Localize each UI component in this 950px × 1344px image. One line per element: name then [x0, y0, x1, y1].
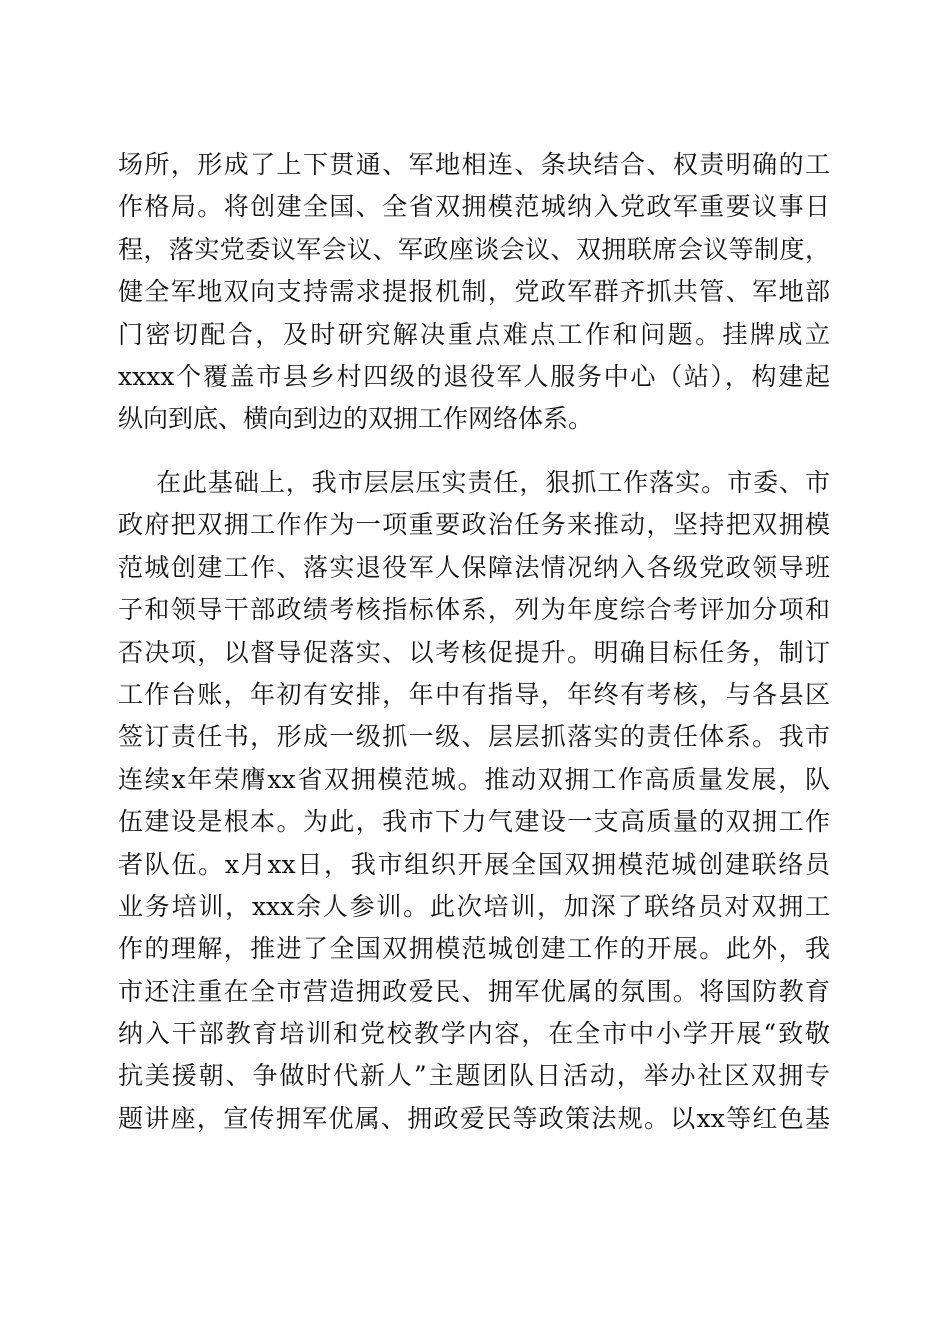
paragraph-1	[118, 144, 830, 441]
paragraph-line: 签订责任书，形成一级抓一级、层层抓落实的责任体系。我市	[118, 722, 830, 752]
paragraph-2	[118, 462, 830, 1140]
paragraph-line: 作格局。将创建全国、全省双拥模范城纳入党政军重要议事日	[118, 192, 830, 222]
paragraph-line: 者队伍。x月xx日，我市组织开展全国双拥模范城创建联络员	[118, 849, 830, 879]
paragraph-line: 门密切配合，及时研究解决重点难点工作和问题。挂牌成立	[118, 319, 830, 349]
paragraph-line: xxxx个覆盖市县乡村四级的退役军人服务中心（站），构建起	[118, 361, 830, 391]
paragraph-line: 业务培训，xxx余人参训。此次培训，加深了联络员对双拥工	[118, 891, 830, 921]
paragraph-line: 伍建设是根本。为此，我市下力气建设一支高质量的双拥工作	[118, 807, 830, 837]
paragraph-line: 否决项，以督导促落实、以考核促提升。明确目标任务，制订	[118, 637, 830, 667]
paragraph-line: 程，落实党委议军会议、军政座谈会议、双拥联席会议等制度，	[118, 234, 830, 264]
paragraph-line: 纵向到底、横向到边的双拥工作网络体系。	[118, 404, 594, 434]
paragraph-line: 在此基础上，我市层层压实责任，狠抓工作落实。市委、市	[156, 468, 830, 497]
paragraph-line: 子和领导干部政绩考核指标体系，列为年度综合考评加分项和	[118, 595, 830, 625]
paragraph-line: 工作台账，年初有安排，年中有指导，年终有考核，与各县区	[118, 679, 830, 709]
paragraph-line: 作的理解，推进了全国双拥模范城创建工作的开展。此外，我	[118, 934, 830, 964]
paragraph-line: 范城创建工作、落实退役军人保障法情况纳入各级党政领导班	[118, 552, 830, 582]
paragraph-line: 场所，形成了上下贯通、军地相连、条块结合、权责明确的工	[118, 150, 830, 179]
paragraph-line: 政府把双拥工作作为一项重要政治任务来推动，坚持把双拥模	[118, 510, 830, 540]
paragraph-line: 健全军地双向支持需求提报机制，党政军群齐抓共管、军地部	[118, 277, 830, 307]
paragraph-line: 抗美援朝、争做时代新人”主题团队日活动，举办社区双拥专	[118, 1061, 830, 1091]
paragraph-line: 连续x年荣膺xx省双拥模范城。推动双拥工作高质量发展，队	[118, 764, 830, 794]
paragraph-line: 市还注重在全市营造拥政爱民、拥军优属的氛围。将国防教育	[118, 976, 830, 1006]
paragraph-line: 题讲座，宣传拥军优属、拥政爱民等政策法规。以xx等红色基	[118, 1103, 830, 1133]
paragraph-line: 纳入干部教育培训和党校教学内容，在全市中小学开展“致敬	[118, 1019, 830, 1049]
